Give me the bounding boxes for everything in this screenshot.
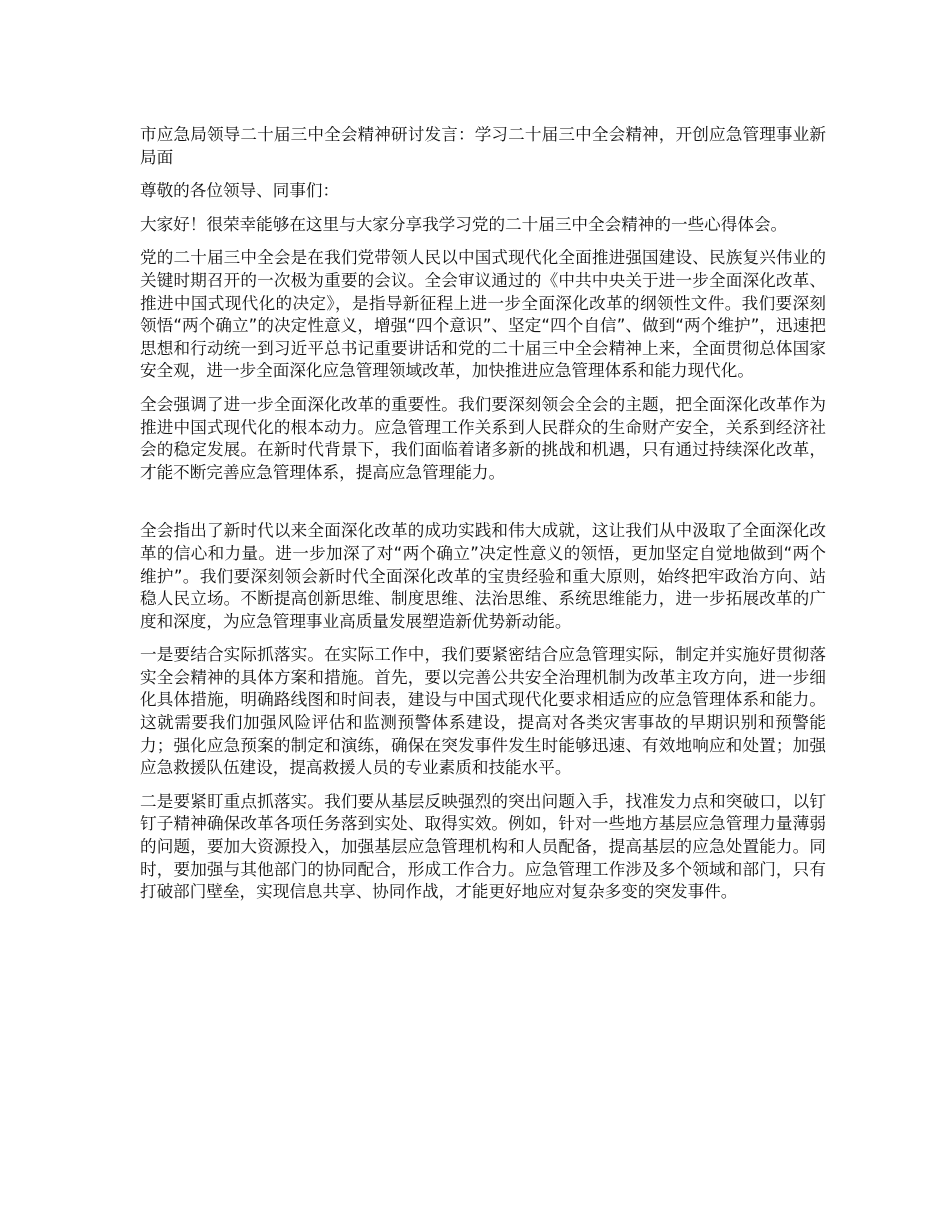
- paragraph-reform-importance: 全会强调了进一步全面深化改革的重要性。我们要深刻领会全会的主题，把全面深化改革作为推进中国式现代化的根本动力。应急管理工作关系到人民群众的生命财产安全，关系到经济社会的稳定发展。在新时代背景下，我们面临着诸多新的挑战和机遇，只有通过持续深化改革，才能不断完善应急管理体系，提高应急管理能力。: [140, 394, 826, 482]
- salutation: 尊敬的各位领导、同事们：: [140, 181, 340, 201]
- paragraph-gap: [140, 495, 826, 520]
- paragraph-point-one: 一是要结合实际抓落实。在实际工作中，我们要紧密结合应急管理实际，制定并实施好贯彻落实全会精神的具体方案和措施。首先，要以完善公共安全治理机制为改革主攻方向，进一步细化具体措施，明确路线图和时间表，建设与中国式现代化要求相适应的应急管理体系和能力。这就需要我们加强风险评估和监测预警体系建设，提高对各类灾害事故的早期识别和预警能力；强化应急预案的制定和演练，确保在突发事件发生时能够迅速、有效地响应和处置；加强应急救援队伍建设，提高救援人员的专业素质和技能水平。: [140, 645, 826, 778]
- paragraph-point-two: 二是要紧盯重点抓落实。我们要从基层反映强烈的突出问题入手，找准发力点和突破口，以钉钉子精神确保改革各项任务落到实处、取得实效。例如，针对一些地方基层应急管理力量薄弱的问题，要加大资源投入，加强基层应急管理机构和人员配备，提高基层的应急处置能力。同时，要加强与其他部门的协同配合，形成工作合力。应急管理工作涉及多个领域和部门，只有打破部门壁垒，实现信息共享、协同作战，才能更好地应对复杂多变的突发事件。: [140, 791, 826, 902]
- document-title: 市应急局领导二十届三中全会精神研讨发言：学习二十届三中全会精神，开创应急管理事业新局面: [140, 125, 826, 167]
- paragraph-session-significance: 党的二十届三中全会是在我们党带领人民以中国式现代化全面推进强国建设、民族复兴伟业的关键时期召开的一次极为重要的会议。全会审议通过的《中共中央关于进一步全面深化改革、推进中国式现代化的决定》，是指导新征程上进一步全面深化改革的纲领性文件。我们要深刻领悟“两个确立”的决定性意义，增强“四个意识”、坚定“四个自信”、做到“两个维护”，迅速把思想和行动统一到习近平总书记重要讲话和党的二十届三中全会精神上来，全面贯彻总体国家安全观，进一步全面深化应急管理领域改革，加快推进应急管理体系和能力现代化。: [140, 248, 826, 381]
- paragraph-greeting: 大家好！很荣幸能够在这里与大家分享我学习党的二十届三中全会精神的一些心得体会。: [140, 214, 788, 234]
- document-body: [140, 124, 826, 915]
- paragraph-reform-achievements: 全会指出了新时代以来全面深化改革的成功实践和伟大成就，这让我们从中汲取了全面深化改革的信心和力量。进一步加深了对“两个确立”决定性意义的领悟，更加坚定自觉地做到“两个维护”。我们要深刻领会新时代全面深化改革的宝贵经验和重大原则，始终把牢政治方向、站稳人民立场。不断提高创新思维、制度思维、法治思维、系统思维能力，进一步拓展改革的广度和深度，为应急管理事业高质量发展塑造新优势新动能。: [140, 521, 826, 631]
